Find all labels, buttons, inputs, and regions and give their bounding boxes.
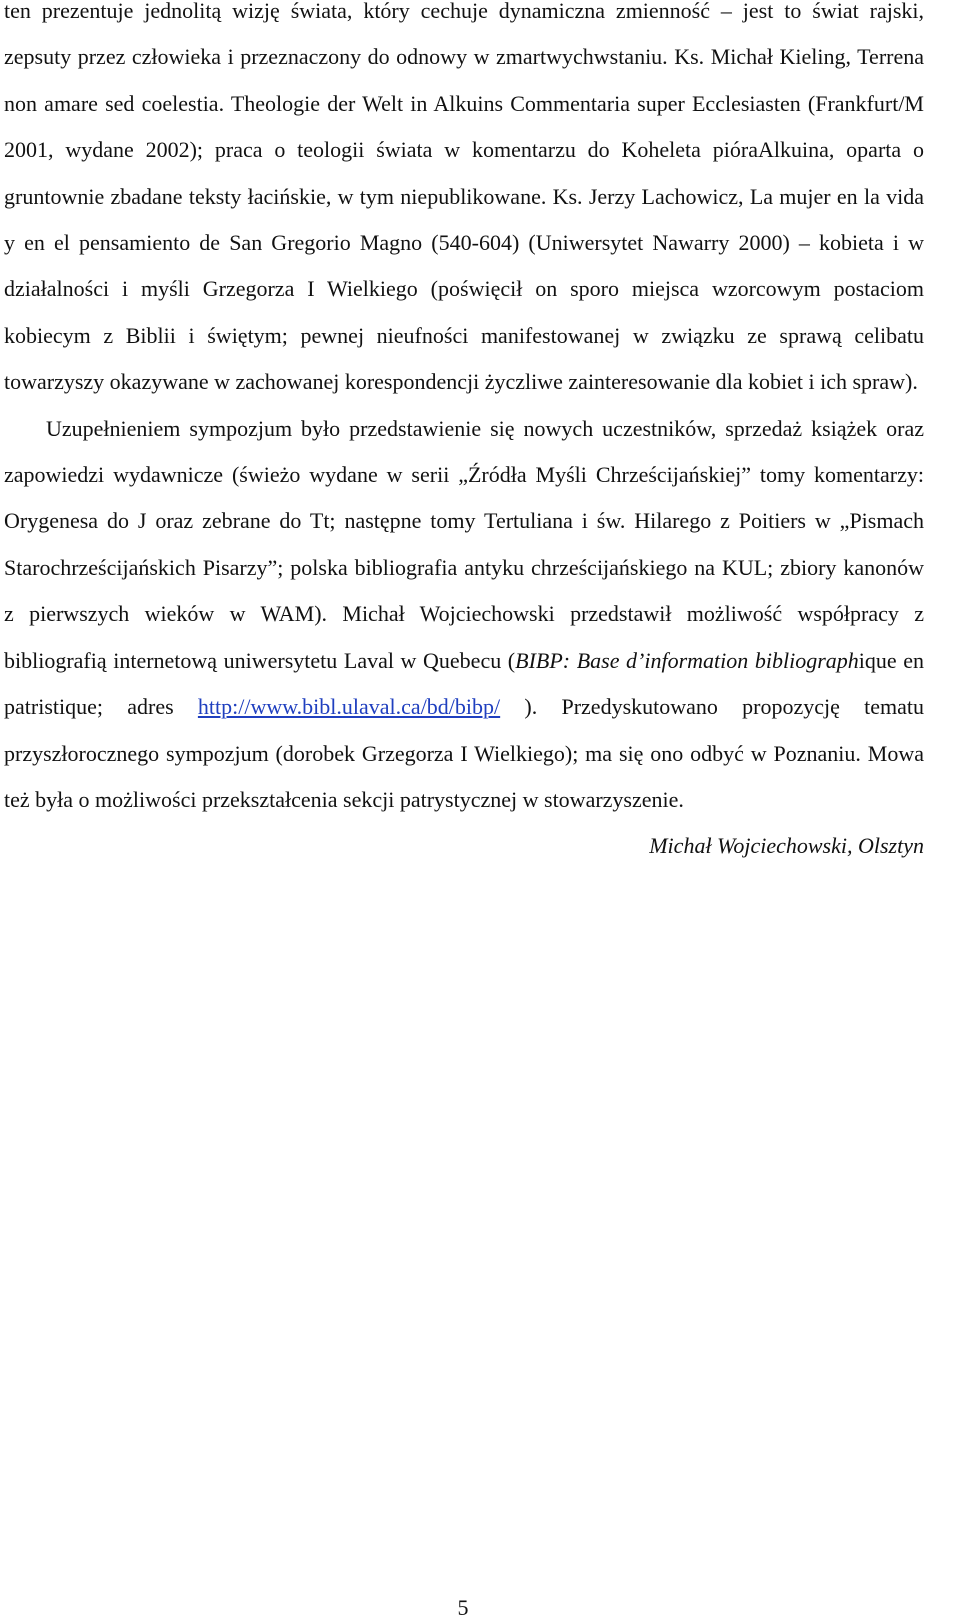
page-number: 5 (457, 1595, 469, 1620)
paragraph-2-part-3: ). Przedyskutowano propozycję tematu przyszłorocznego sympozjum (dorobek Grzegorza I Wielkiego); ma się ono odbyć w Poznaniu. Mowa też była o możliwości przekształcenia sekcji patrystycznej w stowarzyszenie. (4, 694, 924, 812)
bibp-url-link[interactable]: http://www.bibl.ulaval.ca/bd/bibp/ (197, 694, 501, 720)
bibp-title: BIBP: Base d’information bibliograph (515, 647, 859, 673)
body-paragraph-2 (4, 406, 924, 824)
paragraph-2-part-2: ique en patristique; adres (4, 647, 924, 720)
document-page (4, 0, 924, 870)
author-signature: Michał Wojciechowski, Olsztyn (649, 833, 924, 859)
paragraph-1-text: ten prezentuje jednolitą wizję świata, który cechuje dynamiczna zmienność – jest to świat rajski, zepsuty przez człowieka i przeznaczony do odnowy w zmartwychwstaniu. Ks. Michał Kieling, Terrena non amare sed coelestia. Theologie der Welt in Alkuins Commentaria super Ecclesiasten (Frankfurt/M 2001, wydane 2002); praca o teologii świata w komentarzu do Koheleta pióraAlkuina, oparta o gruntownie zbadane teksty łacińskie, w tym niepublikowane. Ks. Jerzy Lachowicz, La mujer en la vida y en el pensamiento de San Gregorio Magno (540-604) (Uniwersytet Nawarry 2000) – kobieta i w działalności i myśli Grzegorza I Wielkiego (poświęcił on sporo miejsca wzorcowym postaciom kobiecym z Biblii i świętym; pewnej nieufności manifestowanej w związku ze sprawą celibatu towarzyszy okazywane w zachowanej korespondencji życzliwe zainteresowanie dla kobiet i ich spraw). (4, 0, 924, 395)
paragraph-2-part-1: Uzupełnieniem sympozjum było przedstawienie się nowych uczestników, sprzedaż książek oraz zapowiedzi wydawnicze (świeżo wydane w serii „Źródła Myśli Chrześcijańskiej” tomy komentarzy: Orygenesa do J oraz zebrane do Tt; następne tomy Tertuliana i św. Hilarego z Poitiers w „Pismach Starochrześcijańskich Pisarzy”; polska bibliografia antyku chrześcijańskiego na KUL; zbiory kanonów z pierwszych wieków w WAM). Michał Wojciechowski przedstawił możliwość współpracy z bibliografią internetową uniwersytetu Laval w Quebecu ( (4, 415, 924, 673)
body-paragraph-1 (4, 0, 924, 406)
